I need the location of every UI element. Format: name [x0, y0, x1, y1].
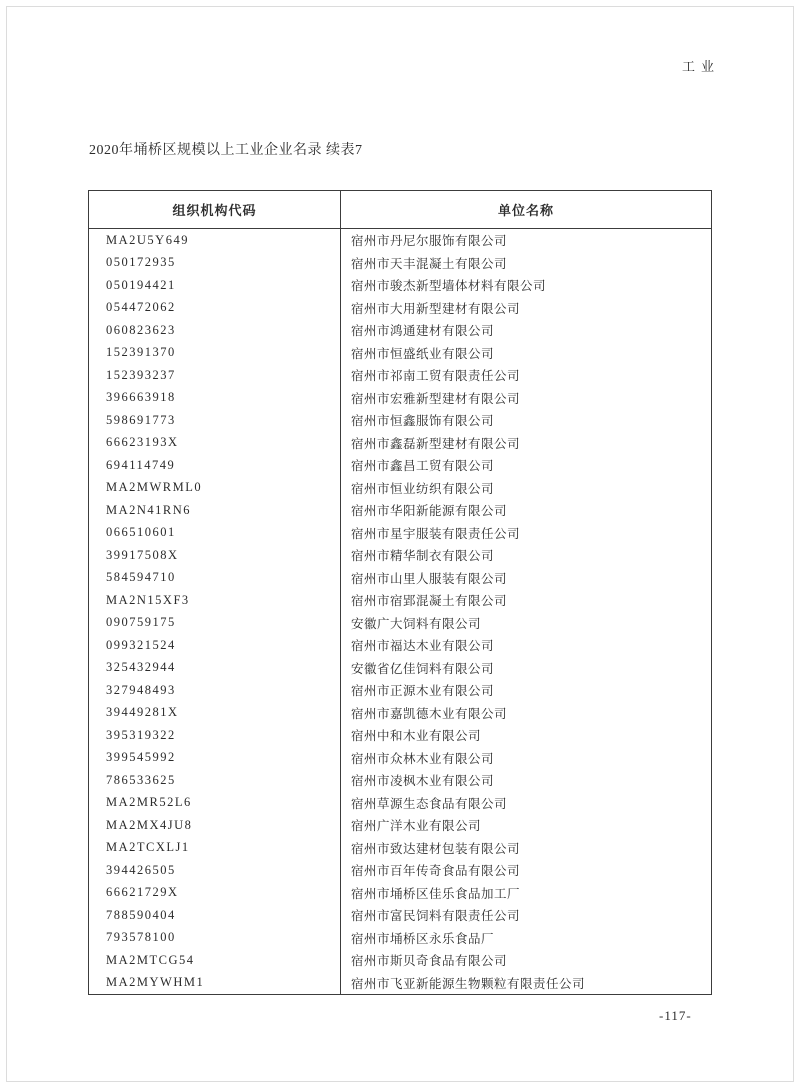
unit-name-cell: 宿州市天丰混凝土有限公司	[351, 256, 508, 271]
table-row	[89, 589, 712, 612]
table-body	[89, 229, 712, 995]
org-code-cell: 152393237	[89, 364, 341, 387]
org-code-cell: 325432944	[89, 657, 341, 680]
org-code-cell: 396663918	[89, 387, 341, 410]
org-code-cell: 060823623	[89, 319, 341, 342]
table-row	[89, 882, 712, 905]
unit-name-cell: 宿州市恒鑫服饰有限公司	[351, 414, 495, 429]
column-header-unit-name: 单位名称	[341, 191, 712, 229]
org-code-cell: MA2MR52L6	[89, 792, 341, 815]
table-row	[89, 387, 712, 410]
table-row	[89, 297, 712, 320]
unit-name-cell: 宿州市飞亚新能源生物颗粒有限责任公司	[351, 976, 586, 991]
org-code-cell: 66621729X	[89, 882, 341, 905]
table-row	[89, 432, 712, 455]
table-row	[89, 229, 712, 252]
unit-name-cell: 宿州市恒业纺织有限公司	[351, 481, 495, 496]
org-code-cell: 054472062	[89, 297, 341, 320]
table-row	[89, 702, 712, 725]
unit-name-cell: 宿州市鑫昌工贸有限公司	[351, 459, 495, 474]
unit-name-cell: 安徽广大饲料有限公司	[351, 616, 482, 631]
unit-name-cell: 宿州市鸿通建材有限公司	[351, 324, 495, 339]
table-header-row	[89, 191, 712, 229]
org-code-cell: 598691773	[89, 409, 341, 432]
org-code-cell: 793578100	[89, 927, 341, 950]
org-code-cell: 788590404	[89, 904, 341, 927]
org-code-cell: MA2MTCG54	[89, 949, 341, 972]
table-row	[89, 567, 712, 590]
table-row	[89, 522, 712, 545]
table-row	[89, 837, 712, 860]
page-number: -117-	[659, 1008, 692, 1023]
table-row	[89, 454, 712, 477]
unit-name-cell: 宿州市鑫磊新型建材有限公司	[351, 436, 521, 451]
table-row	[89, 769, 712, 792]
table-row	[89, 679, 712, 702]
unit-name-cell: 宿州市埇桥区永乐食品厂	[351, 931, 495, 946]
org-code-cell: 050172935	[89, 252, 341, 275]
unit-name-cell: 宿州市正源木业有限公司	[351, 684, 495, 699]
table-row	[89, 612, 712, 635]
org-code-cell: MA2N15XF3	[89, 589, 341, 612]
org-code-cell: MA2TCXLJ1	[89, 837, 341, 860]
unit-name-cell: 宿州市埇桥区佳乐食品加工厂	[351, 886, 521, 901]
table-row	[89, 342, 712, 365]
org-code-cell: MA2N41RN6	[89, 499, 341, 522]
table-row	[89, 904, 712, 927]
org-code-cell: MA2MYWHM1	[89, 972, 341, 995]
column-header-org-code: 组织机构代码	[89, 191, 341, 229]
org-code-cell: 39917508X	[89, 544, 341, 567]
org-code-cell: MA2U5Y649	[89, 229, 341, 252]
unit-name-cell: 宿州草源生态食品有限公司	[351, 796, 508, 811]
org-code-cell: 395319322	[89, 724, 341, 747]
unit-name-cell: 宿州市凌枫木业有限公司	[351, 774, 495, 789]
unit-name-cell: 宿州市宿郢混凝土有限公司	[351, 594, 508, 609]
enterprise-table	[88, 190, 712, 995]
org-code-cell: 152391370	[89, 342, 341, 365]
org-code-cell: MA2MX4JU8	[89, 814, 341, 837]
table-row	[89, 814, 712, 837]
org-code-cell: 066510601	[89, 522, 341, 545]
unit-name-cell: 宿州市大用新型建材有限公司	[351, 301, 521, 316]
unit-name-cell: 安徽省亿佳饲料有限公司	[351, 661, 495, 676]
unit-name-cell: 宿州市嘉凯德木业有限公司	[351, 706, 508, 721]
unit-name-cell: 宿州市祁南工贸有限责任公司	[351, 369, 521, 384]
unit-name-cell: 宿州市星宇服装有限责任公司	[351, 526, 521, 541]
unit-name-cell: 宿州中和木业有限公司	[351, 729, 482, 744]
section-label: 工业	[682, 59, 721, 74]
table-row	[89, 477, 712, 500]
table-row	[89, 972, 712, 995]
org-code-cell: 66623193X	[89, 432, 341, 455]
table-row	[89, 792, 712, 815]
org-code-cell: 39449281X	[89, 702, 341, 725]
table-row	[89, 657, 712, 680]
unit-name-cell: 宿州市宏雅新型建材有限公司	[351, 391, 521, 406]
table-row	[89, 252, 712, 275]
org-code-cell: 399545992	[89, 747, 341, 770]
table-row	[89, 949, 712, 972]
unit-name-cell: 宿州市华阳新能源有限公司	[351, 504, 508, 519]
table-row	[89, 724, 712, 747]
unit-name-cell: 宿州市众林木业有限公司	[351, 751, 495, 766]
unit-name-cell: 宿州市百年传奇食品有限公司	[351, 864, 521, 879]
table-row	[89, 927, 712, 950]
table-row	[89, 634, 712, 657]
org-code-cell: 327948493	[89, 679, 341, 702]
table-row	[89, 747, 712, 770]
org-code-cell: 394426505	[89, 859, 341, 882]
org-code-cell: 786533625	[89, 769, 341, 792]
table-row	[89, 319, 712, 342]
org-code-cell: 694114749	[89, 454, 341, 477]
org-code-cell: 099321524	[89, 634, 341, 657]
unit-name-cell: 宿州市斯贝奇食品有限公司	[351, 954, 508, 969]
unit-name-cell: 宿州市福达木业有限公司	[351, 639, 495, 654]
unit-name-cell: 宿州广洋木业有限公司	[351, 819, 482, 834]
org-code-cell: 584594710	[89, 567, 341, 590]
unit-name-cell: 宿州市富民饲料有限责任公司	[351, 909, 521, 924]
table-row	[89, 499, 712, 522]
table-row	[89, 409, 712, 432]
org-code-cell: MA2MWRML0	[89, 477, 341, 500]
table-row	[89, 544, 712, 567]
table-row	[89, 364, 712, 387]
unit-name-cell: 宿州市致达建材包装有限公司	[351, 841, 521, 856]
org-code-cell: 050194421	[89, 274, 341, 297]
unit-name-cell: 宿州市山里人服装有限公司	[351, 571, 508, 586]
page-title: 2020年埇桥区规模以上工业企业名录 续表7	[89, 143, 363, 158]
unit-name-cell: 宿州市精华制衣有限公司	[351, 549, 495, 564]
unit-name-cell: 宿州市丹尼尔服饰有限公司	[351, 234, 508, 249]
unit-name-cell: 宿州市恒盛纸业有限公司	[351, 346, 495, 361]
table-row	[89, 859, 712, 882]
table-row	[89, 274, 712, 297]
org-code-cell: 090759175	[89, 612, 341, 635]
unit-name-cell: 宿州市骏杰新型墙体材料有限公司	[351, 279, 547, 294]
